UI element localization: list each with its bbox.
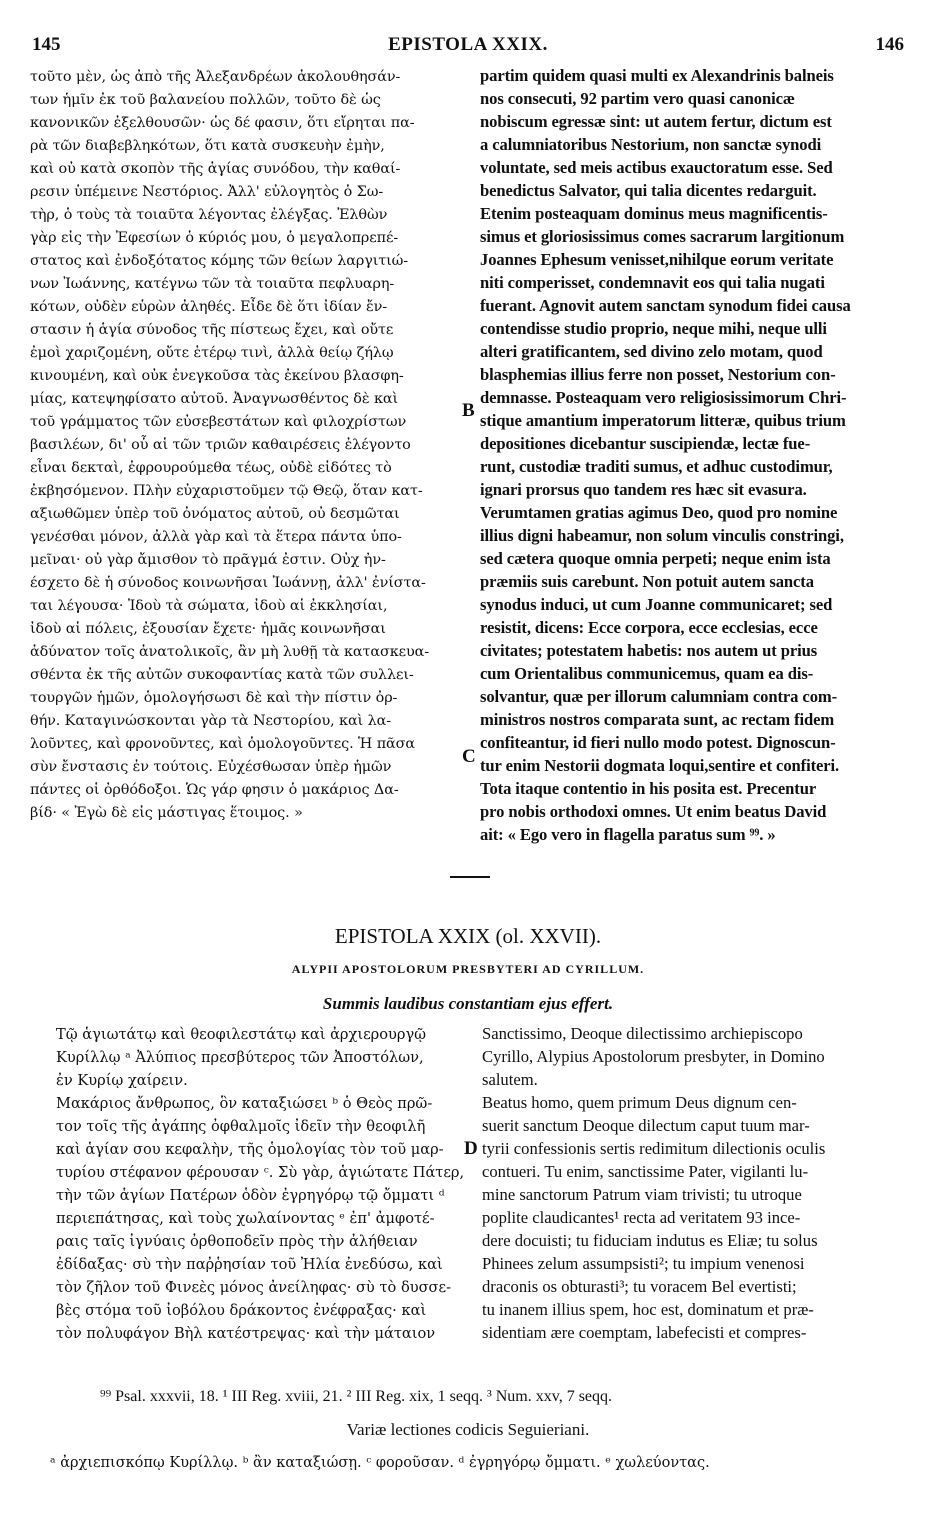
latin-line: salutem. (482, 1070, 538, 1089)
latin-line: tu inanem illius spem, hoc est, dominatum et præ- (482, 1300, 814, 1319)
latin-line: niti comperisset, condemnavit eos qui talia nugati (480, 273, 825, 292)
latin-line: depositiones dicebantur suscipiendæ, lectæ fue- (480, 434, 811, 453)
greek-line: περιεπάτησας, καὶ τοὺς χωλαίνοντας ᵉ ἐπ' ἀμφοτέ- (56, 1210, 435, 1227)
latin-line: alteri gratificantem, sed divino zelo motam, quod (480, 342, 823, 361)
greek-line: σθέντα ἐκ τῆς αὐτῶν συκοφαντίας κατὰ τῶν συλλει- (30, 667, 414, 683)
greek-line: βὲς στόμα τοῦ ἰοβόλου δράκοντος ἐνέφραξας· καὶ (56, 1302, 427, 1319)
latin-line: benedictus Salvator, qui talia dicentes redarguit. (480, 181, 817, 200)
greek-line: ται λέγουσα· Ἰδοὺ τὰ σώματα, ἰδοὺ αἱ ἐκκλησίαι, (30, 598, 388, 614)
greek-line: νων Ἰωάννης, κατέγνω τῶν τὰ τοιαῦτα πεφλυαρη- (30, 276, 395, 292)
greek-line: γὰρ εἰς τὴν Ἐφεσίων ὁ κύριός μου, ὁ μεγαλοπρεπέ- (30, 230, 399, 246)
latin-line: Cyrillo, Alypius Apostolorum presbyter, in Domino (482, 1047, 825, 1066)
latin-line: ait: « Ego vero in flagella paratus sum ⁹⁹. » (480, 825, 776, 844)
latin-line: cum Orientalibus communicemus, quam ea dis- (480, 664, 814, 683)
latin-line: resistit, dicens: Ecce corpora, ecce ecclesias, ecce (480, 618, 818, 637)
latin-line: synodus induci, ut cum Joanne communicaret; sed (480, 595, 833, 614)
greek-line: τοῦτο μὲν, ὡς ἀπὸ τῆς Ἀλεξανδρέων ἀκολουθησάν- (30, 69, 401, 85)
greek-line: καὶ οὐ κατὰ σκοπὸν τῆς ἁγίας συνόδου, τὴν καθαί- (30, 161, 401, 177)
latin-line: voluntate, sed meis actibus exauctoratum esse. Sed (480, 158, 833, 177)
greek-line: ἐν Κυρίῳ χαίρειν. (56, 1072, 188, 1089)
latin-line: mine sanctorum Patrum viam trivisti; tu utroque (482, 1185, 802, 1204)
latin-line: civitates; potestatem habetis: nos autem ut prius (480, 641, 818, 660)
page-number-right: 146 (875, 34, 904, 55)
latin-line: partim quidem quasi multi ex Alexandrinis balneis (480, 66, 834, 85)
greek-column-top (30, 66, 466, 825)
latin-line: contendisse studio proprio, neque mihi, neque ulli (480, 319, 827, 338)
greek-line: ἐκβησόμενον. Πλὴν εὐχαριστοῦμεν τῷ Θεῷ, ὅταν κατ- (30, 483, 423, 499)
section-rule (450, 876, 490, 878)
epistola-subtitle: ALYPII APOSTOLORUM PRESBYTERI AD CYRILLUM. (291, 962, 645, 976)
greek-column-epistola (56, 1023, 466, 1345)
latin-line: Phinees zelum assumpsisti²; tu impium venenosi (482, 1254, 805, 1273)
greek-line: εἶναι δεκταὶ, ἐφρουρούμεθα τέως, οὐδὲ εἰδότες τὸ (30, 460, 392, 476)
latin-line: tyrii confessionis sertis redimitum dilectionis oculis (482, 1139, 826, 1158)
greek-line: τὸν ζῆλον τοῦ Φινεὲς μόνος ἀνείληφας· σὺ τὸ δυσσε- (56, 1279, 452, 1296)
latin-line: ignari prorsus quo tandem res hæc sit evasura. (480, 480, 807, 499)
page-number-left: 145 (32, 34, 61, 55)
latin-line: sidentiam ære coemptam, labefecisti et compres- (482, 1323, 807, 1342)
greek-line: ρὰ τῶν διαβεβληκότων, ὅτι κατὰ συσκευὴν ἐμὴν, (30, 138, 385, 154)
latin-line: Etenim posteaquam dominus meus magnificentis- (480, 204, 828, 223)
greek-line: τὴν τῶν ἁγίων Πατέρων ὁδὸν ἐγρηγόρῳ τῷ ὄμματι ᵈ (56, 1187, 445, 1204)
latin-line: tur enim Nestorii dogmata loqui,sentire et confiteri. (480, 756, 840, 775)
greek-line: βασιλέων, δι' οὗ αἱ τῶν τριῶν καθαιρέσεις ἐλέγοντο (30, 437, 411, 453)
greek-line: πάντες οἱ ὀρθόδοξοι. Ὡς γάρ φησιν ὁ μακάριος Δα- (30, 782, 399, 798)
greek-line: ἀδύνατον τοῖς ἀνατολικοῖς, ἂν μὴ λυθῇ τὰ κατασκευα- (30, 644, 429, 660)
greek-line: ρεσιν ὑπέμεινε Νεστόριος. Ἀλλ' εὐλογητὸς ὁ Σω- (30, 184, 384, 200)
greek-line: αξιωθῶμεν ὑπὲρ τοῦ ὀνόματος αὐτοῦ, οὐ δεσμῶται (30, 506, 400, 522)
latin-line: Joannes Ephesum venisset,nihilque eorum veritate (480, 250, 834, 269)
greek-line: τὴρ, ὁ τοὺς τὰ τοιαῦτα λέγοντας ἐλέγξας. Ἐλθὼν (30, 207, 388, 223)
latin-line: Tota itaque contentio in his posita est. Precentur (480, 779, 817, 798)
latin-column-epistola (482, 1022, 910, 1344)
variae-title: Variæ lectiones codicis Seguieriani. (346, 1420, 590, 1439)
epistola-summary: Summis laudibus constantiam ejus effert. (322, 994, 614, 1013)
greek-line: ἰδοὺ αἱ πόλεις, ἐξουσίαν ἔχετε· ἡμᾶς κοινωνῆσαι (30, 621, 386, 637)
greek-line: ἐδίδαξας· σὺ τὴν παῤῥησίαν τοῦ Ἠλία ἐνεδύσω, καὶ (56, 1256, 443, 1273)
greek-line: των ἡμῖν ἐκ τοῦ βαλανείου πολλῶν, τοῦτο δὲ ὡς (30, 92, 381, 108)
latin-line: stique amantium imperatorum litteræ, quibus trium (480, 411, 846, 430)
footnotes: ⁹⁹ Psal. xxxvii, 18. ¹ III Reg. xviii, 21. ² III Reg. xix, 1 seqq. ³ Num. xxv, 7 seqq. (100, 1388, 613, 1405)
margin-marker-d: D (464, 1138, 478, 1159)
latin-column-top (480, 64, 910, 846)
greek-line: έσχετο δὲ ἡ σύνοδος κοινωνῆσαι Ἰωάννῃ, ἀλλ' ἐνίστα- (30, 575, 426, 591)
greek-line: κανονικῶν ἐξελθουσῶν· ὡς δέ φασιν, ὅτι εἴρηται πα- (30, 115, 415, 131)
greek-line: καὶ ἁγίαν σου κεφαλὴν, τῆς ὁμολογίας τὸν τοῦ μαρ- (56, 1141, 444, 1158)
latin-line: contueri. Tu enim, sanctissime Pater, vigilanti lu- (482, 1162, 809, 1181)
greek-line: μεῖναι· οὐ γὰρ ἄμισθον τὸ πρᾶγμά ἐστιν. Οὐχ ἠν- (30, 552, 386, 568)
latin-line: simus et gloriosissimus comes sacrarum largitionum (480, 227, 845, 246)
greek-line: Κυρίλλῳ ᵃ Ἀλύπιος πρεσβύτερος τῶν Ἀποστόλων, (56, 1049, 424, 1066)
greek-line: τον τοῖς τῆς ἀγάπης ὀφθαλμοῖς ἰδεῖν τὴν θεοφιλῆ (56, 1118, 426, 1135)
latin-line: ministros nostros comparata sunt, ac rectam fidem (480, 710, 835, 729)
latin-line: confiteantur, id fieri nullo modo potest. Dignoscun- (480, 733, 836, 752)
latin-line: poplite claudicantes¹ recta ad veritatem 93 ince- (482, 1208, 801, 1227)
greek-line: στασιν ἡ ἁγία σύνοδος τῆς πίστεως ἔχει, καὶ οὔτε (30, 322, 394, 338)
latin-line: Verumtamen gratias agimus Deo, quod pro nomine (480, 503, 838, 522)
latin-line: pro nobis orthodoxi omnes. Ut enim beatus David (480, 802, 827, 821)
latin-line: solvantur, quæ per illorum calumniam contra com- (480, 687, 838, 706)
latin-line: dere docuisti; tu fiduciam indutus es Eliæ; tu solus (482, 1231, 818, 1250)
epistola-title: EPISTOLA XXIX (ol. XXVII). (334, 924, 602, 948)
latin-line: illius digni habeamur, non solum vinculis constringi, (480, 526, 844, 545)
latin-line: præmiis suis carebunt. Non potuit autem sancta (480, 572, 814, 591)
greek-line: τουργῶν ἡμῶν, ὁμολογήσωσι δὲ καὶ τὴν πίστιν ὀρ- (30, 690, 398, 706)
greek-line: γενέσθαι μόνον, ἀλλὰ γὰρ καὶ τὰ ἕτερα πάντα ὑπο- (30, 529, 402, 545)
page-header (32, 34, 904, 64)
running-title: EPISTOLA XXIX. (388, 34, 548, 55)
margin-marker-b: B (462, 400, 475, 421)
latin-line: blasphemias illius ferre non posset, Nestorium con- (480, 365, 836, 384)
greek-line: ραις ταῖς ἰγνύαις ὀρθοποδεῖν πρὸς τὴν ἀλήθειαν (56, 1233, 418, 1250)
greek-line: λοῦντες, καὶ φρονοῦντες, καὶ ὁμολογοῦντες. Ἡ πᾶσα (30, 736, 416, 752)
greek-line: Τῷ ἁγιωτάτῳ καὶ θεοφιλεστάτῳ καὶ ἀρχιερουργῷ (56, 1026, 427, 1043)
margin-marker-c: C (462, 746, 476, 767)
greek-line: κότων, οὐδὲν εὑρὼν ἀληθές. Εἶδε δὲ ὅτι ἰδίαν ἔν- (30, 299, 388, 315)
greek-line: θήν. Καταγινώσκονται γὰρ τὰ Νεστορίου, καὶ λα- (30, 713, 391, 729)
greek-line: ἐμοὶ χαριζομένη, οὔτε ἑτέρῳ τινὶ, ἀλλὰ θείῳ ζήλῳ (30, 345, 394, 361)
greek-line: κινουμένη, καὶ οὐκ ἐνεγκοῦσα τὰς ἐκείνου βλασφη- (30, 368, 404, 384)
latin-line: demnasse. Posteaquam vero religiosissimorum Chri- (480, 388, 847, 407)
latin-line: sed cætera quoque omnia perpeti; neque enim ista (480, 549, 831, 568)
latin-line: suerit sanctum Deoque dilectum caput tuum mar- (482, 1116, 810, 1135)
latin-line: nobiscum egressæ sint: ut autem fertur, dictum est (480, 112, 832, 131)
greek-line: βίδ· « Ἐγὼ δὲ εἰς μάστιγας ἕτοιμος. » (30, 805, 303, 821)
latin-line: nos consecuti, 92 partim vero quasi canonicæ (480, 89, 795, 108)
greek-line: στατος καὶ ἐνδοξότατος κόμης τῶν θείων λαργιτιώ- (30, 253, 409, 269)
latin-line: Sanctissimo, Deoque dilectissimo archiepiscopo (482, 1024, 803, 1043)
latin-line: Beatus homo, quem primum Deus dignum cen- (482, 1093, 797, 1112)
latin-line: runt, custodiæ traditi sumus, et adhuc custodimur, (480, 457, 833, 476)
greek-line: Μακάριος ἄνθρωπος, ὃν καταξιώσει ᵇ ὁ Θεὸς πρῶ- (56, 1095, 433, 1112)
latin-line: a calumniatoribus Nestorium, non sanctæ synodi (480, 135, 822, 154)
variae-notes: ᵃ ἀρχιεπισκόπῳ Κυρίλλῳ. ᵇ ἂν καταξιώσῃ. ᶜ φοροῦσαν. ᵈ ἐγρηγόρῳ ὄμματι. ᵉ χωλεύοντας. (50, 1455, 710, 1471)
greek-line: σὺν ἔνστασις ἐν τούτοις. Εὐχέσθωσαν ὑπὲρ ἡμῶν (30, 759, 392, 775)
latin-line: draconis os obturasti³; tu voracem Bel evertisti; (482, 1277, 797, 1296)
greek-line: τὸν πολυφάγον Βὴλ κατέστρεψας· καὶ τὴν μάταιον (56, 1325, 436, 1342)
greek-line: τοῦ γράμματος τῶν εὐσεβεστάτων καὶ φιλοχρίστων (30, 414, 407, 430)
greek-line: μίας, κατεψηφίσατο αὐτοῦ. Ἀναγνωσθέντος δὲ καὶ (30, 391, 399, 407)
greek-line: τυρίου στέφανον φέρουσαν ᶜ. Σὺ γὰρ, ἁγιώτατε Πάτερ, (56, 1164, 465, 1181)
latin-line: fuerant. Agnovit autem sanctam synodum fidei causa (480, 296, 851, 315)
